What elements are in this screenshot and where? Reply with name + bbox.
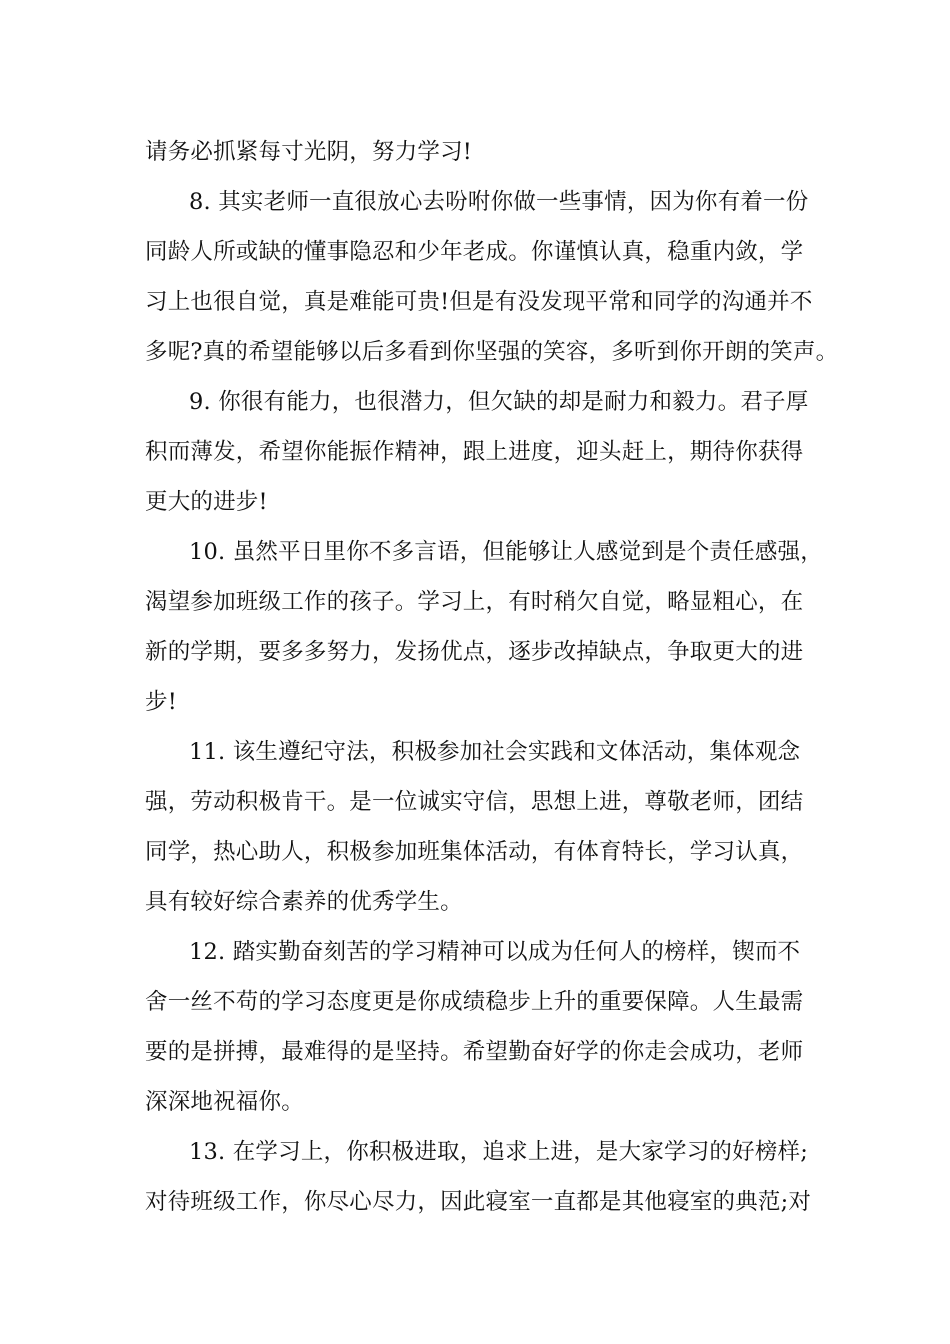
text-line: 11. 该生遵纪守法，积极参加社会实践和文体活动，集体观念	[189, 739, 801, 765]
text-line: 多呢?真的希望能够以后多看到你坚强的笑容，多听到你开朗的笑声。	[145, 339, 839, 365]
text-line: 要的是拼搏，最难得的是坚持。希望勤奋好学的你走会成功，老师	[145, 1039, 804, 1065]
text-line: 深深地祝福你。	[145, 1089, 304, 1115]
text-line: 新的学期，要多多努力，发扬优点，逐步改掉缺点，争取更大的进	[145, 639, 804, 665]
text-line: 舍一丝不苟的学习态度更是你成绩稳步上升的重要保障。人生最需	[145, 989, 804, 1015]
text-line: 习上也很自觉，真是难能可贵!但是有没发现平常和同学的沟通并不	[145, 289, 813, 315]
text-line: 10. 虽然平日里你不多言语，但能够让人感觉到是个责任感强，	[189, 539, 823, 565]
text-line: 步!	[145, 689, 177, 715]
text-line: 具有较好综合素养的优秀学生。	[145, 889, 463, 915]
text-line: 强，劳动积极肯干。是一位诚实守信，思想上进，尊敬老师，团结	[145, 789, 804, 815]
text-line: 对待班级工作，你尽心尽力，因此寝室一直都是其他寝室的典范;对	[145, 1189, 812, 1215]
text-line: 更大的进步!	[145, 489, 268, 515]
text-line: 积而薄发，希望你能振作精神，跟上进度，迎头赶上，期待你获得	[145, 439, 804, 465]
text-line: 12. 踏实勤奋刻苦的学习精神可以成为任何人的榜样，锲而不	[189, 939, 801, 965]
text-line: 请务必抓紧每寸光阴，努力学习!	[145, 139, 473, 165]
text-line: 同龄人所或缺的懂事隐忍和少年老成。你谨慎认真，稳重内敛，学	[145, 239, 804, 265]
text-line: 8. 其实老师一直很放心去吩咐你做一些事情，因为你有着一份	[189, 189, 809, 215]
text-line: 同学，热心助人，积极参加班集体活动，有体育特长，学习认真，	[145, 839, 804, 865]
text-line: 渴望参加班级工作的孩子。学习上，有时稍欠自觉，略显粗心，在	[145, 589, 804, 615]
text-line: 9. 你很有能力，也很潜力，但欠缺的却是耐力和毅力。君子厚	[189, 389, 809, 415]
text-line: 13. 在学习上，你积极进取，追求上进，是大家学习的好榜样;	[189, 1139, 809, 1165]
